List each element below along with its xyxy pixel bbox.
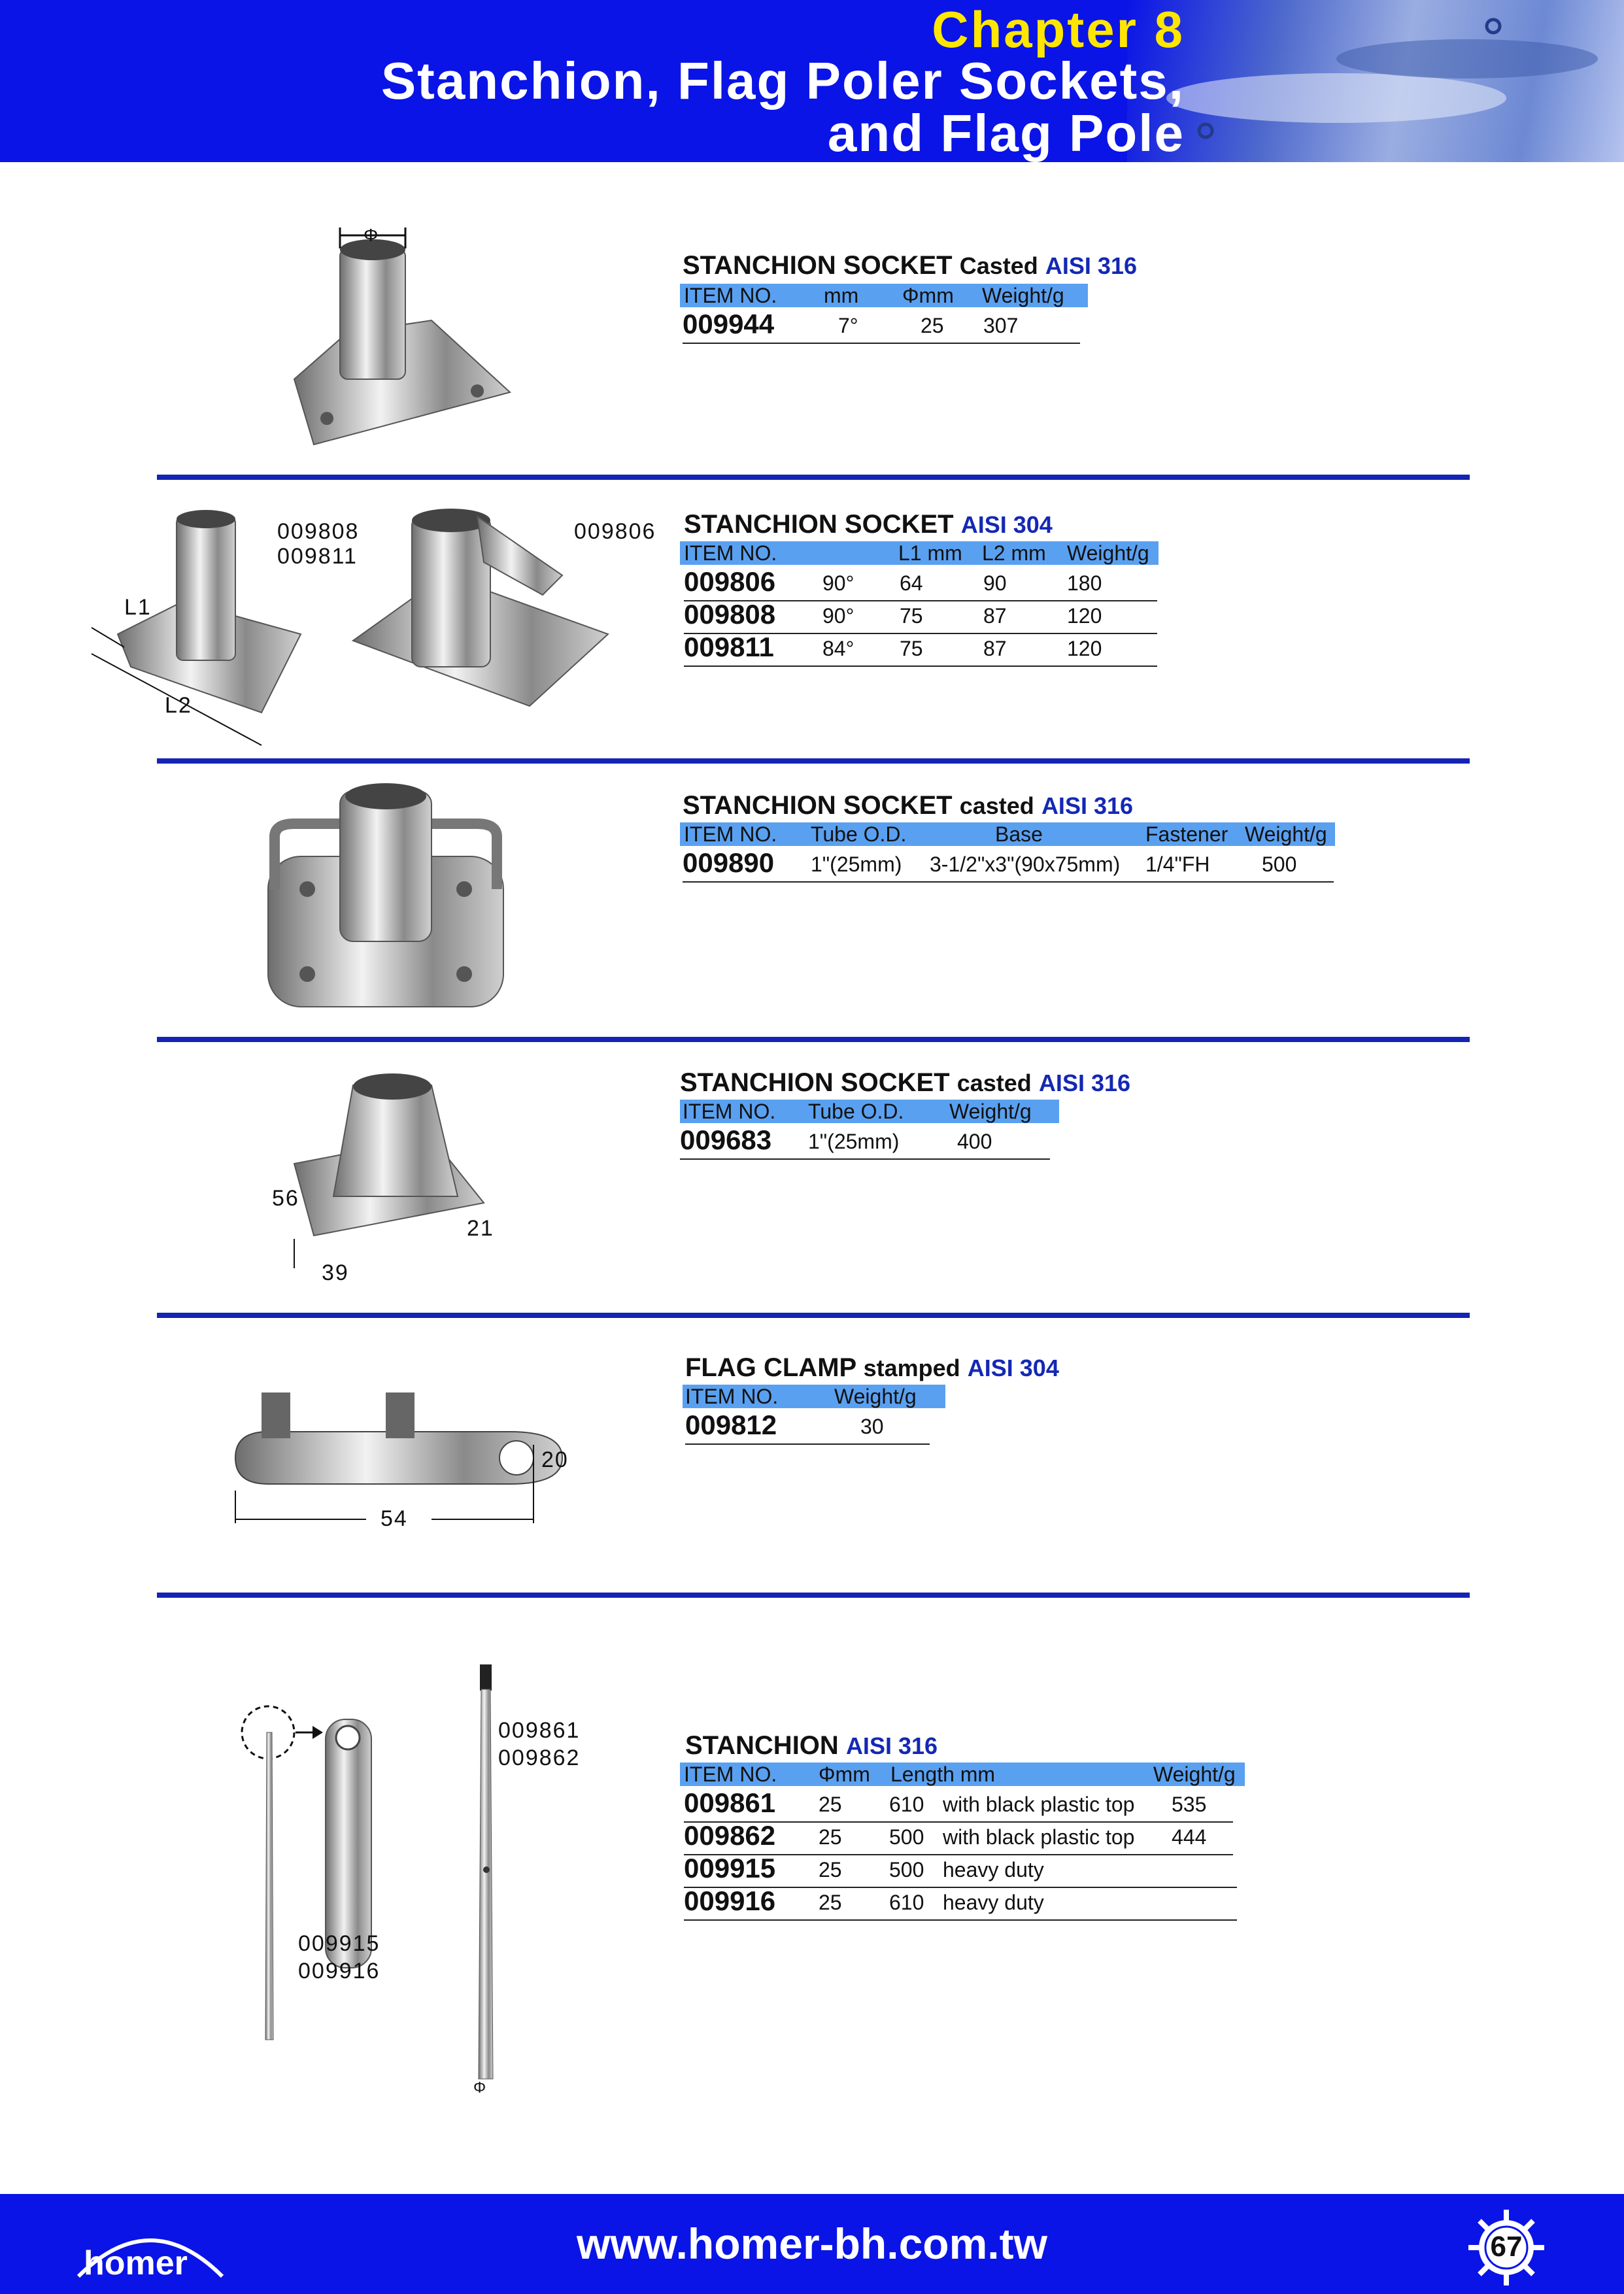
section-divider: [157, 1593, 1470, 1598]
dimension-label: L1: [124, 595, 152, 620]
table-row: [684, 1853, 1237, 1888]
item-code: 009808: [684, 599, 776, 630]
item-code: 009944: [683, 309, 775, 339]
cell: with black plastic top: [943, 1793, 1135, 1816]
col-header: Weight/g: [1067, 541, 1149, 565]
stanchion-socket-image: [275, 222, 523, 458]
website-url[interactable]: www.homer-bh.com.tw: [577, 2219, 1047, 2268]
chapter-title-line2: and Flag Pole: [827, 104, 1185, 162]
col-header: ITEM NO.: [684, 1763, 777, 1786]
section-divider: [157, 475, 1470, 480]
chapter-number: Chapter 8: [932, 1, 1185, 58]
product-title: [684, 510, 1053, 539]
col-header: Weight/g: [982, 284, 1064, 307]
cell: 3-1/2"x3"(90x75mm): [930, 852, 1121, 876]
cell: 610: [889, 1793, 924, 1816]
cell: 87: [983, 604, 1007, 628]
cell: heavy duty: [943, 1891, 1044, 1914]
chapter-header: [0, 0, 1624, 162]
page-number-badge: [1467, 2208, 1546, 2287]
cell: 1/4"FH: [1145, 852, 1210, 876]
cell: 120: [1067, 604, 1102, 628]
product-title: [685, 1353, 1059, 1383]
col-header: Weight/g: [1245, 822, 1327, 846]
dimension-label: 21: [467, 1216, 494, 1241]
dimension-label: 56: [272, 1186, 299, 1211]
table-row: [683, 309, 1080, 344]
cell: 90: [983, 571, 1007, 595]
table-header-row: [680, 1763, 1245, 1786]
table-header-row: [683, 1385, 945, 1408]
cell: 7°: [838, 314, 858, 337]
col-header: Φmm: [902, 284, 954, 307]
item-label: 009862: [498, 1746, 581, 1770]
cell: 25: [819, 1793, 842, 1816]
cell: 30: [860, 1415, 884, 1438]
cell: 25: [921, 314, 944, 337]
col-header: Weight/g: [1153, 1763, 1236, 1786]
header-metal-background: [1127, 0, 1624, 162]
product-alloy: AISI 304: [967, 1355, 1059, 1381]
cell: 25: [819, 1825, 842, 1849]
table-row: [680, 1124, 1050, 1160]
item-code: 009811: [684, 632, 774, 662]
item-code: 009862: [684, 1820, 776, 1851]
table-row: [683, 847, 1334, 883]
dimension-label: 39: [322, 1260, 349, 1285]
product-material: stamped: [863, 1355, 960, 1381]
product-name: STANCHION SOCKET: [683, 791, 953, 820]
diameter-label: Φ: [473, 2079, 488, 2097]
stanchion-socket-handles-image: [255, 778, 516, 1020]
stanchion-photo-decoration: [1127, 0, 1624, 162]
item-label: 009806: [574, 519, 656, 544]
cell: 610: [889, 1891, 924, 1914]
col-header: Weight/g: [949, 1100, 1032, 1123]
col-header: Length mm: [890, 1763, 996, 1786]
product-material: Casted: [959, 252, 1038, 279]
col-header: Tube O.D.: [808, 1100, 904, 1123]
product-alloy: AISI 316: [1045, 252, 1137, 279]
col-header: ITEM NO.: [684, 822, 777, 846]
item-code: 009915: [684, 1853, 776, 1883]
table-row: [684, 1820, 1233, 1855]
stanchion-poles-image: [235, 1661, 536, 2105]
col-header: Weight/g: [834, 1385, 917, 1408]
item-code: 009683: [680, 1124, 772, 1155]
section-divider: [157, 758, 1470, 764]
col-header: L2 mm: [982, 541, 1046, 565]
cell: 400: [957, 1130, 992, 1153]
product-title: [680, 1068, 1130, 1098]
chapter-title-line1: Stanchion, Flag Poler Sockets,: [381, 52, 1185, 110]
cell: 500: [889, 1858, 924, 1881]
item-code: 009890: [683, 847, 775, 878]
table-row: [684, 599, 1157, 634]
table-header-row: [680, 1100, 1059, 1123]
cell: 90°: [822, 571, 854, 595]
cell: 307: [983, 314, 1019, 337]
col-header: Tube O.D.: [811, 822, 907, 846]
col-header: ITEM NO.: [683, 1100, 776, 1123]
col-header: ITEM NO.: [685, 1385, 779, 1408]
section-divider: [157, 1313, 1470, 1318]
cell: 25: [819, 1891, 842, 1914]
col-header: Fastener: [1145, 822, 1228, 846]
product-title: [683, 251, 1137, 280]
col-header: Base: [995, 822, 1043, 846]
cell: 444: [1172, 1825, 1207, 1849]
cell: with black plastic top: [943, 1825, 1135, 1849]
item-code: 009812: [685, 1409, 777, 1440]
page-number: 67: [1490, 2231, 1523, 2263]
col-header: L1 mm: [898, 541, 962, 565]
dimension-label: 54: [381, 1506, 408, 1531]
cell: 75: [900, 637, 923, 660]
cell: 25: [819, 1858, 842, 1881]
product-alloy: AISI 316: [1038, 1070, 1131, 1096]
table-row: [685, 1409, 930, 1445]
item-code: 009916: [684, 1885, 776, 1916]
product-alloy: AISI 316: [1041, 792, 1134, 819]
product-material: casted: [956, 1070, 1032, 1096]
diameter-label: Φ: [364, 225, 380, 245]
product-name: STANCHION: [685, 1731, 839, 1760]
col-header: ITEM NO.: [684, 541, 777, 565]
table-header-row: [680, 822, 1335, 846]
item-code: 009806: [684, 566, 776, 597]
section-divider: [157, 1037, 1470, 1042]
cell: 535: [1172, 1793, 1207, 1816]
table-header-row: [680, 284, 1088, 307]
table-row: [684, 1787, 1233, 1823]
item-code: 009861: [684, 1787, 776, 1818]
cell: 90°: [822, 604, 854, 628]
cell: 64: [900, 571, 923, 595]
table-row: [684, 632, 1157, 667]
item-label: 009861: [498, 1718, 581, 1743]
table-row: [684, 566, 1157, 601]
product-name: FLAG CLAMP: [685, 1353, 856, 1382]
cell: 84°: [822, 637, 854, 660]
page-footer: [0, 2194, 1624, 2294]
col-header: Φmm: [819, 1763, 870, 1786]
cell: 87: [983, 637, 1007, 660]
product-alloy: AISI 316: [845, 1732, 938, 1759]
table-header-row: [680, 541, 1159, 565]
item-label: 009811: [277, 544, 358, 569]
cell: 120: [1067, 637, 1102, 660]
product-name: STANCHION SOCKET: [683, 251, 953, 280]
item-label: 009915: [298, 1931, 381, 1956]
col-header: ITEM NO.: [684, 284, 777, 307]
cell: 1"(25mm): [808, 1130, 900, 1153]
dimension-label: 20: [541, 1447, 569, 1472]
product-material: casted: [959, 792, 1034, 819]
product-alloy: AISI 304: [960, 511, 1053, 538]
cell: heavy duty: [943, 1858, 1044, 1881]
col-header: mm: [824, 284, 859, 307]
table-row: [684, 1885, 1237, 1921]
cell: 500: [889, 1825, 924, 1849]
cell: 180: [1067, 571, 1102, 595]
product-title: [683, 791, 1133, 820]
product-title: [685, 1731, 938, 1761]
item-label: 009808: [277, 519, 360, 544]
cell: 500: [1262, 852, 1297, 876]
logo-text: homer: [84, 2244, 188, 2282]
stanchion-socket-low-image: [262, 1066, 510, 1288]
item-label: 009916: [298, 1959, 381, 1983]
product-name: STANCHION SOCKET: [684, 510, 954, 539]
cell: 75: [900, 604, 923, 628]
cell: 1"(25mm): [811, 852, 902, 876]
dimension-label: L2: [165, 693, 192, 718]
product-name: STANCHION SOCKET: [680, 1068, 950, 1097]
